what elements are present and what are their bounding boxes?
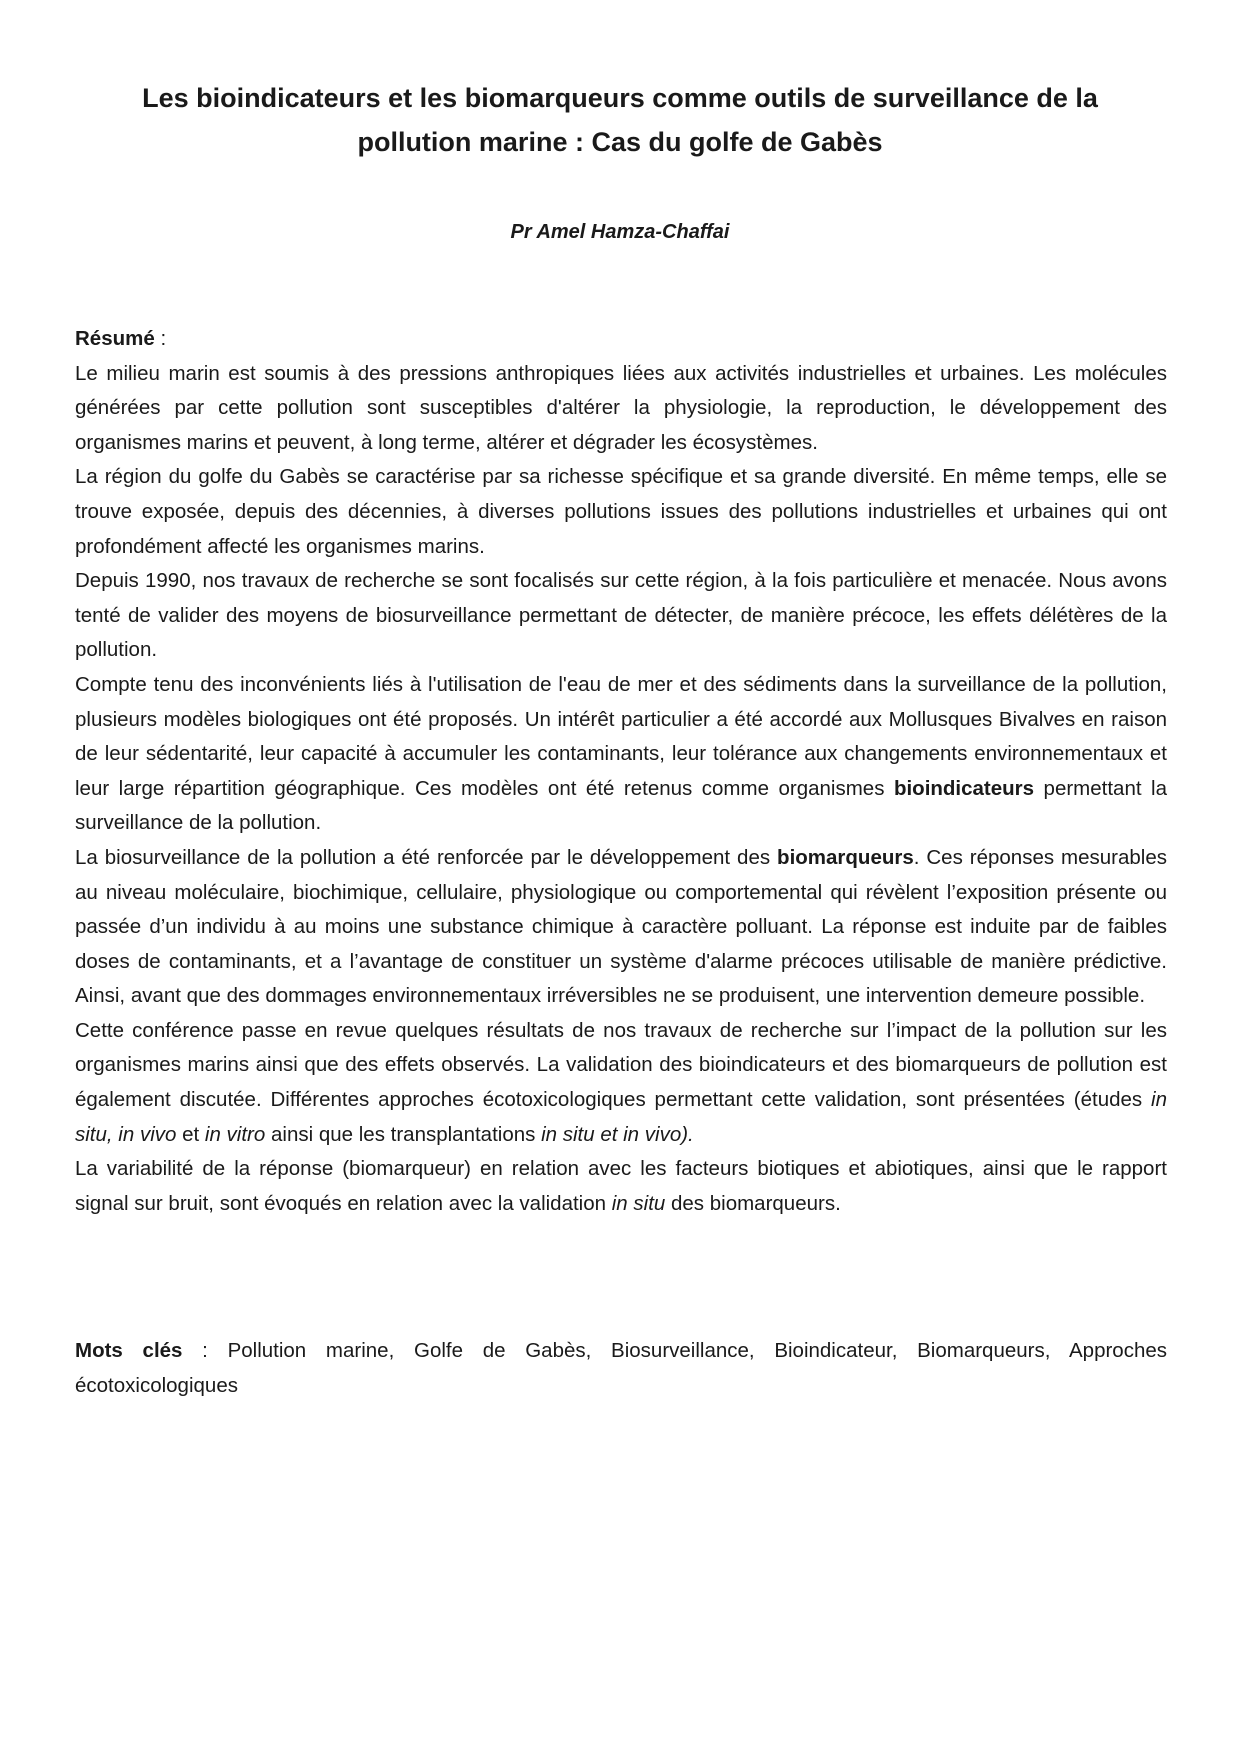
abstract-section xyxy=(75,322,1167,1221)
abstract-paragraph-6 xyxy=(75,1014,1167,1152)
paragraph-6-italic-1: in situ, in vivo xyxy=(75,1088,1167,1146)
paragraph-6-text-c: ainsi que les transplantations xyxy=(265,1122,542,1146)
title-line-1: Les bioindicateurs et les biomarqueurs comme outils de surveillance de la xyxy=(142,83,1098,113)
bioindicateurs-term: bioindicateurs xyxy=(893,776,1035,800)
abstract-paragraph-5 xyxy=(75,841,1167,1014)
author-name: Pr Amel Hamza-Chaffai xyxy=(510,221,730,243)
paragraph-7-italic: in situ xyxy=(611,1191,666,1215)
paragraph-7-text-b: des biomarqueurs. xyxy=(665,1191,841,1215)
abstract-label-suffix: : xyxy=(154,327,167,350)
keywords-label: Mots clés xyxy=(75,1339,183,1362)
paragraph-7-text-a: La variabilité de la réponse (biomarqueur) en relation avec les facteurs biotiques et abiotiques, ainsi que le rapport signal sur bruit, sont évoqués en relation avec la validation xyxy=(75,1157,1167,1215)
abstract-paragraph-2: La région du golfe du Gabès se caractérise par sa richesse spécifique et sa grande diversité. En même temps, elle se trouve exposée, depuis des décennies, à diverses pollutions issues des pollutions industrielles et urbaines qui ont profondément affecté les organismes marins. xyxy=(75,465,1167,558)
abstract-paragraph-1: Le milieu marin est soumis à des pressions anthropiques liées aux activités industrielles et urbaines. Les molécules générées par cette pollution sont susceptibles d'altérer la physiologie, la reproduction, le développement des organismes marins et peuvent, à long terme, altérer et dégrader les écosystèmes. xyxy=(75,361,1167,454)
paragraph-4-text-a: Compte tenu des inconvénients liés à l'utilisation de l'eau de mer et des sédiments dans la surveillance de la pollution, plusieurs modèles biologiques ont été proposés. Un intérêt particulier a été accordé aux Mollusques Bivalves en raison de leur sédentarité, leur capacité à accumuler les contaminants, leur tolérance aux changements environnementaux et leur large répartition géographique. Ces modèles ont été retenus comme organismes xyxy=(75,672,1167,800)
biomarqueurs-term: biomarqueurs xyxy=(777,845,914,869)
abstract-paragraph-3: Depuis 1990, nos travaux de recherche se sont focalisés sur cette région, à la fois particulière et menacée. Nous avons tenté de valider des moyens de biosurveillance permettant de détecter, de manière précoce, les effets délétères de la pollution. xyxy=(75,569,1167,662)
paragraph-5-text-b: . Ces réponses mesurables au niveau moléculaire, biochimique, cellulaire, physiologique ou comportemental qui révèlent l’exposition présente ou passée d’un individu à au moins une substance chimique à caractère polluant. La réponse est induite par de faibles doses de contaminants, et a l’avantage de constituer un système d'alarme précoces utilisable de manière prédictive. Ainsi, avant que des dommages environnementaux irréversibles ne se produisent, une intervention demeure possible. xyxy=(75,845,1167,1008)
abstract-paragraph-4 xyxy=(75,668,1167,841)
keywords-list: : Pollution marine, Golfe de Gabès, Biosurveillance, Bioindicateur, Biomarqueurs, Approches écotoxicologiques xyxy=(75,1339,1168,1397)
title-line-2: pollution marine : Cas du golfe de Gabès xyxy=(357,127,883,157)
paragraph-6-text-a: Cette conférence passe en revue quelques résultats de nos travaux de recherche sur l’impact de la pollution sur les organismes marins ainsi que des effets observés. La validation des bioindicateurs et des biomarqueurs de pollution est également discutée. Différentes approches écotoxicologiques permettant cette validation, sont présentées (études xyxy=(75,1018,1167,1112)
paragraph-4-text-b: permettant la surveillance de la pollution. xyxy=(75,776,1168,835)
abstract-label: Résumé xyxy=(75,327,155,350)
abstract-heading xyxy=(75,322,1167,357)
paragraph-6-italic-3: in situ et in vivo). xyxy=(541,1122,694,1146)
paragraph-6-italic-2: in vitro xyxy=(204,1122,266,1146)
paragraph-6-text-b: et xyxy=(176,1122,205,1146)
paragraph-5-text-a: La biosurveillance de la pollution a été renforcée par le développement des xyxy=(75,845,778,869)
keywords-section xyxy=(75,1334,1167,1403)
document-title xyxy=(100,76,1140,164)
abstract-paragraph-7 xyxy=(75,1152,1167,1221)
